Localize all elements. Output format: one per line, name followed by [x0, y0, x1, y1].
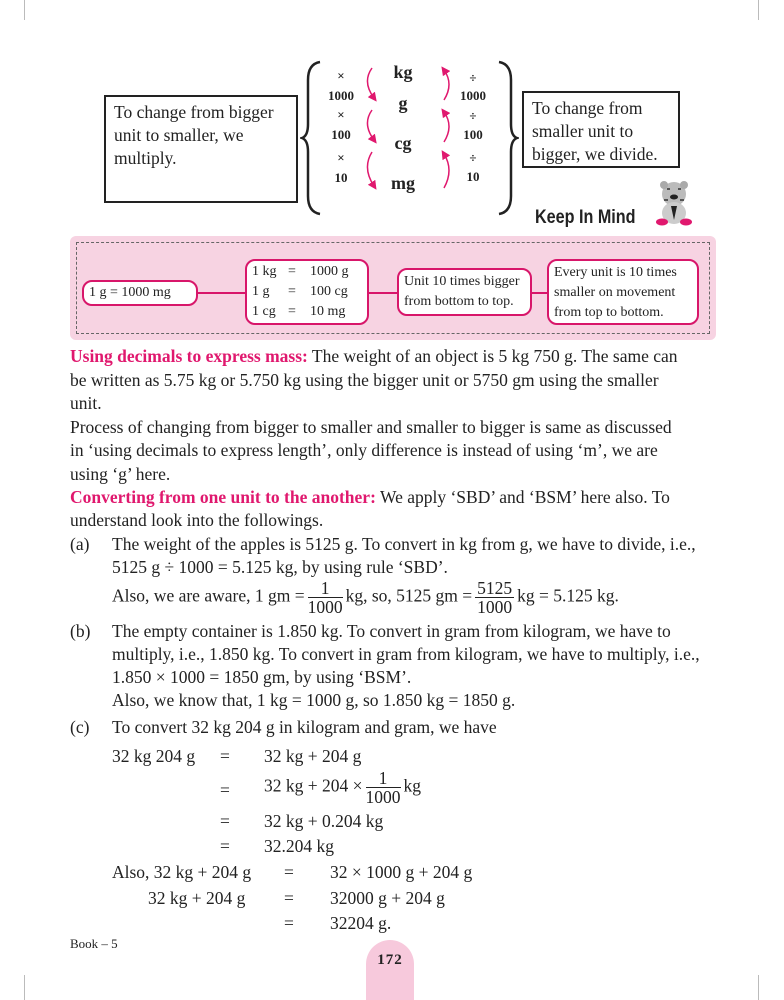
text: Also, we are aware, 1 gm =: [112, 585, 305, 606]
multiply-value: 10: [334, 170, 348, 185]
tiger-cub-icon: [652, 180, 696, 226]
paragraph-line: The empty container is 1.850 kg. To convert in gram from kilogram, we have to: [112, 621, 671, 641]
multiply-value: 1000: [328, 88, 354, 103]
multiply-sign: ×: [337, 150, 345, 165]
divide-sign: ÷: [469, 108, 477, 123]
item-label-c: (c): [70, 717, 90, 737]
up-arrow-icon: [444, 154, 449, 188]
connector: [196, 292, 246, 294]
unit-g: g: [398, 93, 408, 113]
equals: =: [288, 264, 296, 279]
multiply-value: 100: [331, 127, 351, 142]
equals-sign: =: [220, 811, 230, 831]
equation-step: [264, 769, 421, 806]
equals-sign: =: [284, 888, 294, 908]
up-arrow-icon: [444, 112, 449, 142]
left-brace: [300, 60, 322, 216]
right-brace: [497, 60, 519, 216]
heading-decimals: Using decimals to express mass:: [70, 346, 308, 366]
paragraph-line: To convert 32 kg 204 g in kilogram and gram, we have: [112, 717, 497, 737]
page-number-tab: [366, 940, 414, 1000]
mg-fact-box: 1 g = 1000 mg: [82, 280, 198, 306]
denominator: 1000: [477, 597, 513, 617]
paragraph-line: be written as 5.75 kg or 5.750 kg using the bigger unit or 5750 gm using the smaller: [70, 370, 659, 390]
fraction: [475, 579, 514, 616]
page-number: 172: [377, 952, 403, 968]
numerator: 5125: [477, 578, 513, 598]
equation-lhs: 32 kg + 204 g: [148, 888, 246, 908]
multiply-note: To change from bigger unit to smaller, we multiply.: [114, 102, 274, 168]
equation-step: 32000 g + 204 g: [330, 888, 445, 908]
equals-sign: =: [220, 836, 230, 856]
up-arrow-icon: [444, 70, 449, 100]
paragraph-line: in ‘using decimals to express length’, only difference is instead of using ‘m’, we are: [70, 440, 658, 460]
connector: [368, 292, 398, 294]
connector: [530, 292, 548, 294]
equation-step: 32 kg + 0.204 kg: [264, 811, 384, 831]
equation-lhs: Also, 32 kg + 204 g: [112, 862, 252, 882]
unit-kg: kg: [393, 62, 413, 82]
text: 32 kg + 204 ×: [264, 775, 363, 796]
crop-mark: [758, 0, 759, 20]
paragraph-line: Process of changing from bigger to smaller and smaller to bigger is same as discussed: [70, 417, 672, 437]
equals-sign: =: [220, 780, 230, 800]
down-arrow-icon: [367, 152, 374, 186]
denominator: 1000: [365, 787, 401, 807]
fraction: [366, 769, 401, 806]
paragraph-line: unit.: [70, 393, 102, 413]
divide-value: 100: [463, 127, 483, 142]
equals: =: [288, 304, 296, 319]
unit-right: 1000 g: [310, 264, 349, 279]
denominator: 1000: [307, 597, 343, 617]
conversion-table-box: [245, 259, 369, 325]
equals-sign: =: [220, 746, 230, 766]
down-arrow-icon: [367, 110, 374, 140]
unit-right: 10 mg: [310, 304, 346, 319]
numerator: 1: [366, 769, 401, 788]
equals: =: [288, 284, 296, 299]
item-label-b: (b): [70, 621, 91, 641]
numerator: 1: [308, 579, 343, 598]
item-label-a: (a): [70, 534, 90, 554]
paragraph-line: using ‘g’ here.: [70, 464, 171, 484]
unit-right: 100 cg: [310, 284, 348, 299]
multiply-sign: ×: [337, 68, 345, 83]
equation-step: 32204 g.: [330, 913, 392, 933]
down-arrow-icon: [367, 68, 374, 98]
unit-cg: cg: [394, 133, 412, 153]
paragraph-line: 5125 g ÷ 1000 = 5.125 kg, by using rule ‘SBD’.: [112, 557, 448, 577]
crop-mark: [24, 0, 25, 20]
divide-note-box: [522, 91, 680, 168]
unit-mg: mg: [391, 173, 415, 193]
paragraph-line: multiply, i.e., 1.850 kg. To convert in gram from kilogram, we have to multiply, i.e.,: [112, 644, 700, 664]
smaller-fact-box: Every unit is 10 times smaller on movement from top to bottom.: [547, 259, 699, 325]
equals-sign: =: [284, 862, 294, 882]
text: kg = 5.125 kg.: [517, 585, 619, 606]
divide-sign: ÷: [469, 150, 477, 165]
unit-left: 1 kg: [252, 264, 277, 279]
equation-step: 32 × 1000 g + 204 g: [330, 862, 473, 882]
paragraph-line: understand look into the followings.: [70, 510, 324, 530]
paragraph-line: [70, 487, 670, 507]
multiply-note-box: [104, 95, 298, 203]
equation-step: 32.204 kg: [264, 836, 334, 856]
text: kg, so, 5125 gm =: [345, 585, 473, 606]
bigger-fact-box: Unit 10 times bigger from bottom to top.: [397, 268, 532, 316]
heading-converting: Converting from one unit to the another:: [70, 487, 376, 507]
paragraph-line: [70, 346, 678, 366]
crop-mark: [758, 975, 759, 1000]
text: The weight of an object is 5 kg 750 g. The same can: [307, 346, 678, 366]
multiply-sign: ×: [337, 107, 345, 122]
multiply-arrows: [362, 66, 382, 192]
divide-arrows: [436, 66, 456, 192]
divide-note: To change from smaller unit to bigger, we divide.: [532, 98, 658, 164]
crop-mark: [24, 975, 25, 1000]
text: We apply ‘SBD’ and ‘BSM’ here also. To: [375, 487, 670, 507]
unit-left: 1 g: [252, 284, 270, 299]
text: kg: [403, 775, 421, 796]
paragraph-line: Also, we know that, 1 kg = 1000 g, so 1.850 kg = 1850 g.: [112, 690, 516, 710]
divide-value: 1000: [460, 88, 486, 103]
equation-step: 32 kg + 204 g: [264, 746, 362, 766]
fraction-line: [112, 579, 619, 616]
paragraph-line: 1.850 × 1000 = 1850 gm, by using ‘BSM’.: [112, 667, 412, 687]
unit-left: 1 cg: [252, 304, 276, 319]
fraction: [308, 579, 343, 616]
equation-lhs: 32 kg 204 g: [112, 746, 196, 766]
divide-value: 10: [466, 169, 480, 184]
paragraph-line: The weight of the apples is 5125 g. To convert in kg from g, we have to divide, i.e.,: [112, 534, 696, 554]
divide-sign: ÷: [469, 70, 477, 85]
keep-in-mind-title: Keep In Mind: [535, 207, 636, 228]
equals-sign: =: [284, 913, 294, 933]
book-label: Book – 5: [70, 936, 118, 951]
